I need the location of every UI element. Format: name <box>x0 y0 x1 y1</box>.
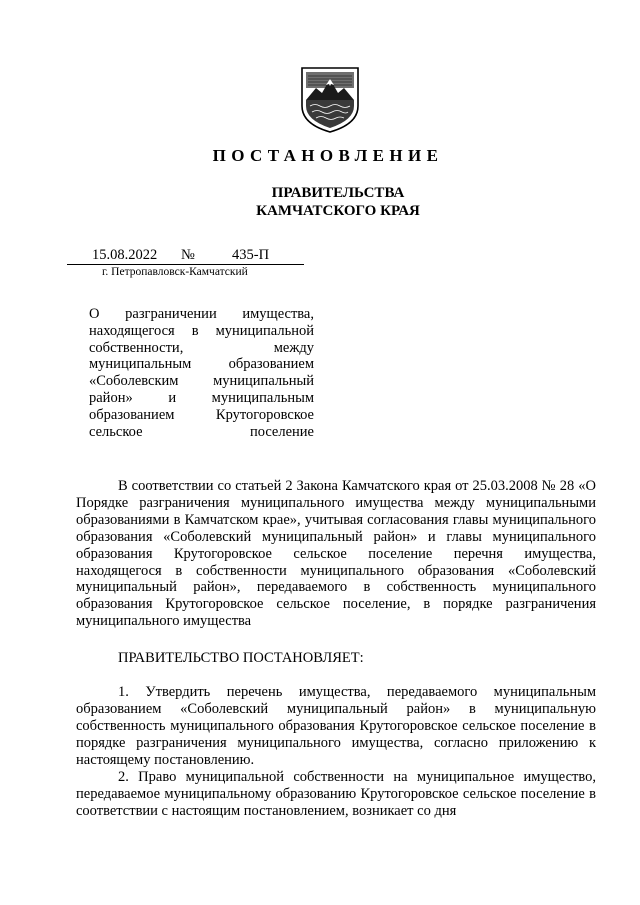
clause-1-paragraph: 1. Утвердить перечень имущества, передаваемого муниципальным образованием «Соболевский муниципальный район» в муниципальную собственность муниципального образования Крутогоровское сельское поселение в порядке разграничения муниципального имущества, согласно приложению к настоящему постановлению. <box>76 684 596 768</box>
issuer-block <box>0 184 640 220</box>
document-subject: О разграничении имущества, находящегося в муниципальной собственности, между муниципальным образованием «Соболевским муниципальный район» и муниципальным образованием Крутогоровское сельское поселение <box>89 306 314 440</box>
document-type-title: ПОСТАНОВЛЕНИЕ <box>212 146 444 165</box>
clause-2-paragraph: 2. Право муниципальной собственности на муниципальное имущество, передаваемое муниципальному образованию Крутогоровское сельское поселение в соответствии с настоящим постановлением, возникает со дня <box>76 769 596 819</box>
document-number: 435-П <box>232 247 270 263</box>
issuer-line-1: ПРАВИТЕЛЬСТВА <box>271 185 405 201</box>
number-sign: № <box>181 247 195 263</box>
city-name: г. Петропавловск-Камчатский <box>102 266 248 278</box>
document-date: 15.08.2022 <box>92 247 158 263</box>
preamble-paragraph: В соответствии со статьей 2 Закона Камчатского края от 25.03.2008 № 28 «О Порядке разграничения муниципального имущества между муниципальными образованиями в Камчатском крае», учитывая согласования главы муниципального образования «Соболевский муниципальный район» и главы муниципального образования Крутогоровское сельское поселение перечня имущества, находящегося в собственности муниципального образования «Соболевский муниципальный район», передаваемого в собственность муниципального образования Крутогоровское сельское поселение, в порядке разграничения муниципального имущества <box>76 478 596 630</box>
date-number-underline <box>67 264 304 265</box>
issuer-line-2: КАМЧАТСКОГО КРАЯ <box>256 203 420 219</box>
kamchatka-coat-of-arms-icon <box>300 66 360 134</box>
resolves-heading: ПРАВИТЕЛЬСТВО ПОСТАНОВЛЯЕТ: <box>118 650 364 666</box>
